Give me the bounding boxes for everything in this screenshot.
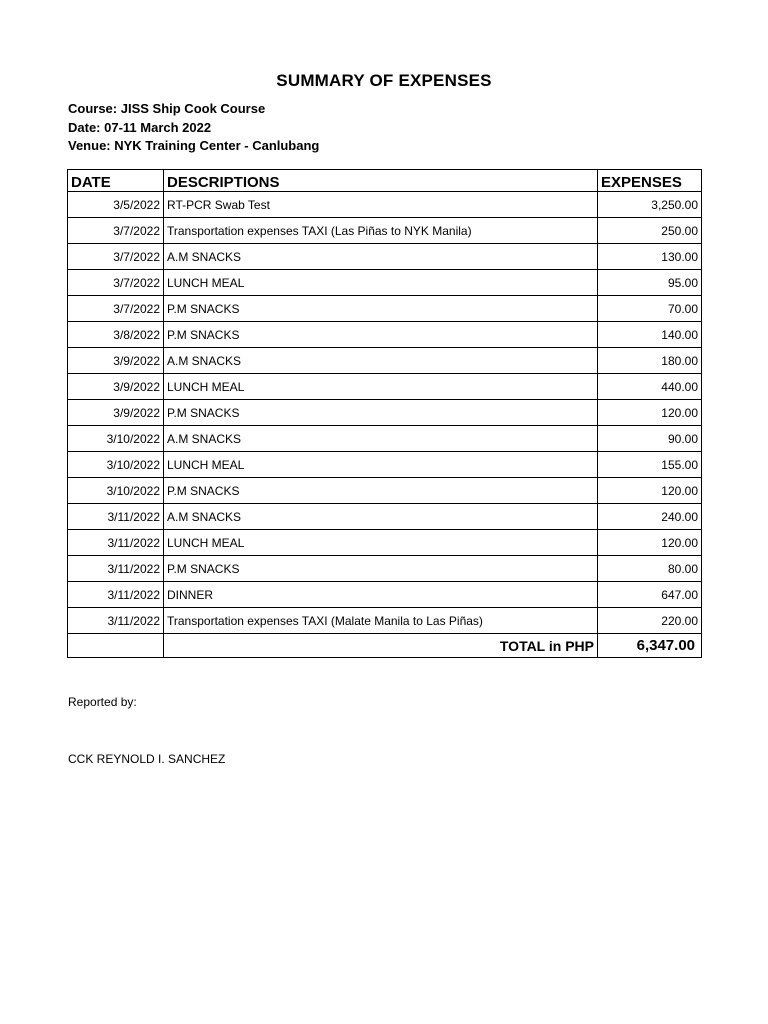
row-amount: 3,250.00 bbox=[598, 192, 702, 218]
total-empty-cell bbox=[68, 634, 164, 658]
row-amount: 120.00 bbox=[598, 530, 702, 556]
row-description: P.M SNACKS bbox=[164, 322, 598, 348]
row-date: 3/10/2022 bbox=[68, 478, 164, 504]
row-date: 3/7/2022 bbox=[68, 296, 164, 322]
total-amount: 6,347.00 bbox=[598, 634, 702, 658]
table-row bbox=[68, 504, 702, 530]
row-amount: 90.00 bbox=[598, 426, 702, 452]
total-label: TOTAL in PHP bbox=[164, 634, 598, 658]
course-line: Course: JISS Ship Cook Course bbox=[68, 101, 266, 116]
table-row bbox=[68, 218, 702, 244]
row-amount: 220.00 bbox=[598, 608, 702, 634]
row-description: A.M SNACKS bbox=[164, 426, 598, 452]
table-row bbox=[68, 556, 702, 582]
row-amount: 80.00 bbox=[598, 556, 702, 582]
header-date: DATE bbox=[68, 170, 164, 192]
row-date: 3/7/2022 bbox=[68, 270, 164, 296]
row-amount: 155.00 bbox=[598, 452, 702, 478]
row-amount: 130.00 bbox=[598, 244, 702, 270]
row-date: 3/7/2022 bbox=[68, 218, 164, 244]
table-row bbox=[68, 400, 702, 426]
signatory-name: CCK REYNOLD I. SANCHEZ bbox=[68, 752, 226, 766]
row-description: Transportation expenses TAXI (Malate Manila to Las Piñas) bbox=[164, 608, 598, 634]
row-date: 3/11/2022 bbox=[68, 530, 164, 556]
row-amount: 70.00 bbox=[598, 296, 702, 322]
row-date: 3/10/2022 bbox=[68, 426, 164, 452]
row-date: 3/11/2022 bbox=[68, 608, 164, 634]
row-description: LUNCH MEAL bbox=[164, 270, 598, 296]
row-date: 3/7/2022 bbox=[68, 244, 164, 270]
document-title: SUMMARY OF EXPENSES bbox=[276, 71, 492, 90]
row-description: LUNCH MEAL bbox=[164, 374, 598, 400]
row-amount: 647.00 bbox=[598, 582, 702, 608]
table-row bbox=[68, 296, 702, 322]
row-description: P.M SNACKS bbox=[164, 478, 598, 504]
row-date: 3/9/2022 bbox=[68, 374, 164, 400]
row-description: P.M SNACKS bbox=[164, 296, 598, 322]
table-row bbox=[68, 374, 702, 400]
row-amount: 240.00 bbox=[598, 504, 702, 530]
row-description: Transportation expenses TAXI (Las Piñas to NYK Manila) bbox=[164, 218, 598, 244]
row-date: 3/9/2022 bbox=[68, 400, 164, 426]
row-date: 3/11/2022 bbox=[68, 556, 164, 582]
table-row bbox=[68, 452, 702, 478]
header-expenses: EXPENSES bbox=[598, 170, 702, 192]
row-description: DINNER bbox=[164, 582, 598, 608]
row-description: LUNCH MEAL bbox=[164, 452, 598, 478]
row-description: A.M SNACKS bbox=[164, 504, 598, 530]
table-row bbox=[68, 270, 702, 296]
table-row bbox=[68, 426, 702, 452]
row-description: P.M SNACKS bbox=[164, 556, 598, 582]
expenses-table bbox=[67, 169, 702, 658]
reported-by-label: Reported by: bbox=[68, 695, 137, 709]
table-row bbox=[68, 244, 702, 270]
row-date: 3/10/2022 bbox=[68, 452, 164, 478]
table-row bbox=[68, 608, 702, 634]
row-description: A.M SNACKS bbox=[164, 348, 598, 374]
table-row bbox=[68, 348, 702, 374]
row-amount: 440.00 bbox=[598, 374, 702, 400]
row-amount: 120.00 bbox=[598, 478, 702, 504]
row-amount: 140.00 bbox=[598, 322, 702, 348]
row-date: 3/11/2022 bbox=[68, 504, 164, 530]
row-description: A.M SNACKS bbox=[164, 244, 598, 270]
row-description: LUNCH MEAL bbox=[164, 530, 598, 556]
row-date: 3/5/2022 bbox=[68, 192, 164, 218]
row-amount: 95.00 bbox=[598, 270, 702, 296]
total-row bbox=[68, 634, 702, 658]
row-description: P.M SNACKS bbox=[164, 400, 598, 426]
table-row bbox=[68, 582, 702, 608]
table-row bbox=[68, 192, 702, 218]
table-row bbox=[68, 530, 702, 556]
table-header-row bbox=[68, 170, 702, 192]
row-date: 3/11/2022 bbox=[68, 582, 164, 608]
row-date: 3/8/2022 bbox=[68, 322, 164, 348]
row-description: RT-PCR Swab Test bbox=[164, 192, 598, 218]
table-row bbox=[68, 322, 702, 348]
row-amount: 180.00 bbox=[598, 348, 702, 374]
header-descriptions: DESCRIPTIONS bbox=[164, 170, 598, 192]
venue-line: Venue: NYK Training Center - Canlubang bbox=[68, 138, 320, 153]
row-date: 3/9/2022 bbox=[68, 348, 164, 374]
table-row bbox=[68, 478, 702, 504]
row-amount: 250.00 bbox=[598, 218, 702, 244]
row-amount: 120.00 bbox=[598, 400, 702, 426]
date-line: Date: 07-11 March 2022 bbox=[68, 120, 212, 135]
table-body bbox=[68, 192, 702, 658]
